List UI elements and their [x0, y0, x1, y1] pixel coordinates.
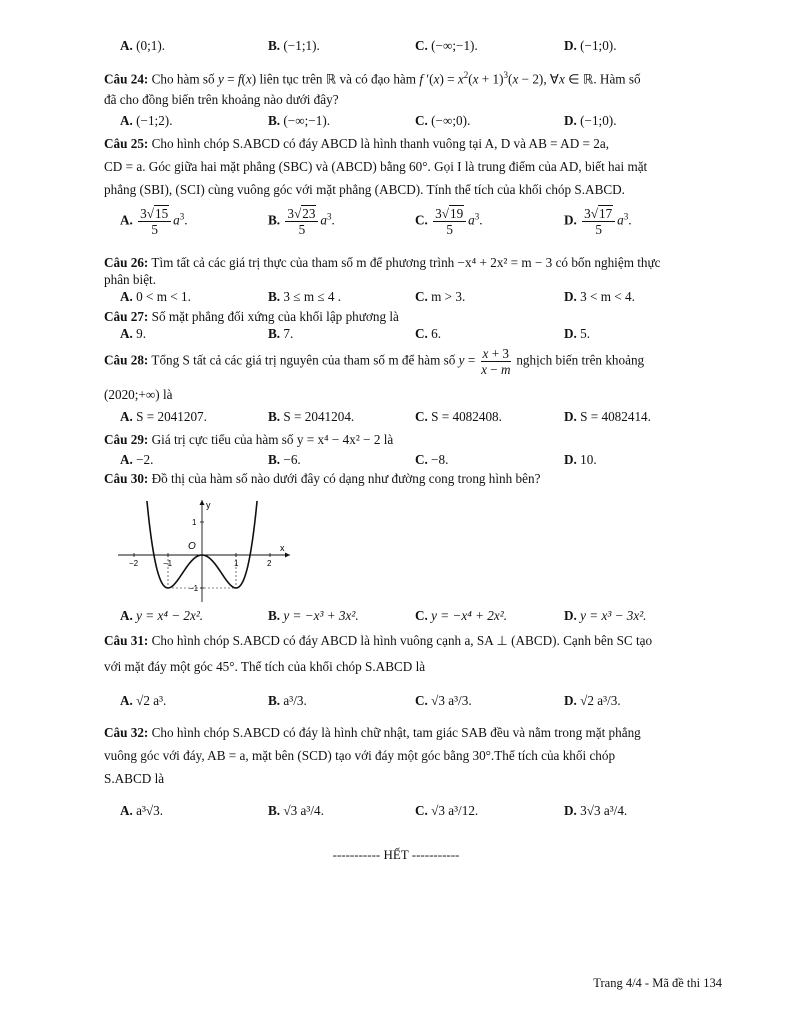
q24-stem: Câu 24: Cho hàm số y = f(x) liên tục trên ℝ và có đạo hàm f $'(x) = x^2(x + 1)^3(x - 2)$, ∀x ∈ ℝ. Hàm số: [104, 70, 641, 87]
q27-options: [120, 325, 720, 347]
q32-options: [120, 794, 720, 834]
q32-stem-1: Câu 32: Cho hình chóp S.ABCD có đáy là hình chữ nhật, tam giác SAB đều và nằm trong mặt phẳng: [104, 725, 641, 740]
q28-option-a: A. S = 2041207.: [120, 409, 207, 424]
q29-option-b: B. −6.: [268, 452, 301, 467]
q26-option-c: C. m > 3.: [415, 289, 466, 304]
x-axis-arrow: [285, 553, 290, 558]
q27-option-b: B. 7.: [268, 326, 294, 341]
q25-stem-2: CD = a. Góc giữa hai mặt phẳng (SBC) và (ABCD) bằng 60°. Gọi I là trung điểm của AD, biết hai mặt: [104, 159, 648, 174]
q27-option-c: C. 6.: [415, 326, 442, 341]
q25-option-a: A. $\frac{3√15}{5}$ $a^3$.: [120, 206, 188, 238]
q28-option-b: B. S = 2041204.: [268, 409, 355, 424]
q30-stem: Câu 30: Đồ thị của hàm số nào dưới đây có dạng như đường cong trong hình bên?: [104, 471, 541, 486]
q26-option-b: B. 3 ≤ m ≤ 4 .: [268, 289, 342, 304]
q24-option-c: C. (−∞;0).: [415, 113, 471, 128]
q31-options: [120, 684, 720, 724]
q30-graph: [114, 494, 294, 604]
y-axis-label: y: [206, 500, 211, 510]
q31-option-b: B. a³/3.: [268, 693, 307, 708]
q26-stem: Câu 26: Tìm tất cả các giá trị thực của tham số m để phương trình −x⁴ + 2x² = m − 3 có bốn nghiệm thực: [104, 255, 661, 270]
q31-stem-2: với mặt đáy một góc 45°. Thể tích của khối chóp S.ABCD là: [104, 659, 426, 674]
q32-option-c: C. √3 a³/12.: [415, 803, 479, 818]
q25-option-d: D. $\frac{3√17}{5}$ $a^3$.: [564, 206, 632, 238]
q24-options: [120, 112, 720, 134]
q28-option-c: C. S = 4082408.: [415, 409, 502, 424]
q30-options: [120, 607, 720, 629]
q31-stem-1: Câu 31: Cho hình chóp S.ABCD có đáy ABCD là hình vuông cạnh a, SA ⊥ (ABCD). Cạnh bên SC tạo: [104, 633, 653, 648]
origin-label: O: [188, 541, 196, 552]
q32-option-a: A. a³√3.: [120, 803, 164, 818]
y-tick-1: 1: [192, 518, 197, 527]
x-tick-neg2: −2: [129, 559, 139, 568]
q28-options: [120, 408, 720, 430]
q29-option-c: C. −8.: [415, 452, 449, 467]
q23-options: [120, 37, 720, 59]
q28-option-d: D. S = 4082414.: [564, 409, 651, 424]
q31-option-d: D. √2 a³/3.: [564, 693, 621, 708]
q28-stem: Câu 28: Tổng S tất cả các giá trị nguyên của tham số m để hàm số y = $\frac{x + 3}{x - m}$ nghịch biến trên khoảng: [104, 346, 645, 378]
x-tick-2: 2: [267, 559, 272, 568]
q23-option-c: C. (−∞;−1).: [415, 38, 478, 53]
q31-option-c: C. √3 a³/3.: [415, 693, 472, 708]
q32-option-b: B. √3 a³/4.: [268, 803, 324, 818]
q30-option-d: D. y = x³ − 3x².: [564, 608, 647, 623]
y-axis-arrow: [200, 500, 205, 505]
q24-option-d: D. (−1;0).: [564, 113, 617, 128]
q25-options: [120, 206, 720, 246]
q25-option-b: B. $\frac{3√23}{5}$ $a^3$.: [268, 206, 335, 238]
x-tick-neg1: −1: [163, 559, 173, 568]
q25-stem-1: Câu 25: Cho hình chóp S.ABCD có đáy ABCD là hình thanh vuông tại A, D và AB = AD = 2a,: [104, 136, 609, 151]
q26-stem-2: phân biệt.: [104, 272, 157, 287]
q29-stem: Câu 29: Giá trị cực tiểu của hàm số y = x⁴ − 4x² − 2 là: [104, 432, 394, 447]
end-mark: ----------- HẾT -----------: [332, 847, 460, 862]
q23-option-b: B. (−1;1).: [268, 38, 320, 53]
y-tick-neg1: −1: [189, 584, 199, 593]
q30-option-b: B. y = −x³ + 3x².: [268, 608, 359, 623]
q30-option-a: A. y = x⁴ − 2x².: [120, 608, 204, 623]
q26-option-d: D. 3 < m < 4.: [564, 289, 635, 304]
q24-option-a: A. (−1;2).: [120, 113, 173, 128]
q25-option-c: C. $\frac{3√19}{5}$ $a^3$.: [415, 206, 483, 238]
x-axis-label: x: [280, 543, 285, 553]
q23-option-d: D. (−1;0).: [564, 38, 617, 53]
q32-option-d: D. 3√3 a³/4.: [564, 803, 628, 818]
q25-stem-3: phẳng (SBI), (SCI) cùng vuông góc với mặt phẳng (ABCD). Tính thể tích của khối chóp S.ABCD.: [104, 182, 625, 197]
x-tick-1: 1: [234, 559, 239, 568]
q31-option-a: A. √2 a³.: [120, 693, 167, 708]
q29-option-a: A. −2.: [120, 452, 154, 467]
q28-stem-2: (2020;+∞) là: [104, 387, 173, 402]
q29-option-d: D. 10.: [564, 452, 597, 467]
q27-option-d: D. 5.: [564, 326, 591, 341]
q30-option-c: C. y = −x⁴ + 2x².: [415, 608, 507, 623]
q32-stem-2: vuông góc với đáy, AB = a, mặt bên (SCD) tạo với đáy một góc bằng 30°.Thể tích của khối chóp: [104, 748, 616, 763]
q26-option-a: A. 0 < m < 1.: [120, 289, 191, 304]
page-footer: Trang 4/4 - Mã đề thi 134: [593, 976, 722, 990]
q24-option-b: B. (−∞;−1).: [268, 113, 331, 128]
q27-option-a: A. 9.: [120, 326, 147, 341]
q32-stem-3: S.ABCD là: [104, 771, 165, 786]
q23-option-a: A. (0;1).: [120, 38, 166, 53]
q24-stem-2: đã cho đồng biến trên khoảng nào dưới đây?: [104, 92, 339, 107]
q26-options: [120, 288, 720, 310]
q27-stem: Câu 27: Số mặt phẳng đối xứng của khối lập phương là: [104, 309, 399, 324]
